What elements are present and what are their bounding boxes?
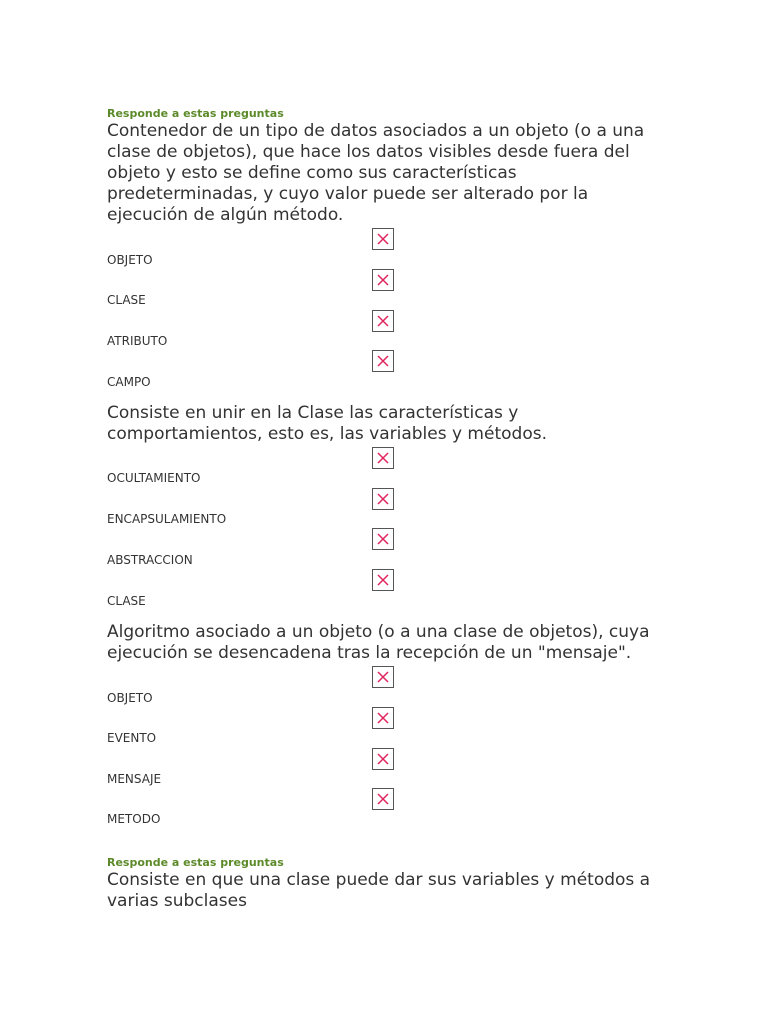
broken-image-x-icon [377,274,389,286]
broken-image-x-icon [377,712,389,724]
broken-image-x-icon [377,493,389,505]
broken-image-x-icon [377,574,389,586]
option-checkbox[interactable] [372,488,394,510]
option-label: CLASE [107,293,146,307]
option-checkbox[interactable] [372,228,394,250]
option-label: MENSAJE [107,772,162,786]
option-checkbox[interactable] [372,707,394,729]
option-label: METODO [107,812,161,826]
option-label: ABSTRACCION [107,553,193,567]
option-checkbox[interactable] [372,748,394,770]
question-text: Consiste en que una clase puede dar sus variables y métodos a varias subclases [107,870,651,911]
option-checkbox[interactable] [372,666,394,688]
broken-image-x-icon [377,671,389,683]
option-label: OCULTAMIENTO [107,471,201,485]
option-checkbox[interactable] [372,310,394,332]
broken-image-x-icon [377,793,389,805]
option-checkbox[interactable] [372,528,394,550]
option-label: CLASE [107,594,146,608]
question-text: Algoritmo asociado a un objeto (o a una clase de objetos), cuya ejecución se desencadena tras la recepción de un "mensaje". [107,622,650,663]
section-header: Responde a estas preguntas [107,856,284,869]
option-checkbox[interactable] [372,269,394,291]
broken-image-x-icon [377,355,389,367]
broken-image-x-icon [377,533,389,545]
option-label: OBJETO [107,253,153,267]
option-checkbox[interactable] [372,447,394,469]
question-text: Contenedor de un tipo de datos asociados a un objeto (o a una clase de objetos), que hace los datos visibles desde fuera del objeto y esto se define como sus características predeterminadas, y cuyo valor puede ser alterado por la ejecución de algún método. [107,121,645,225]
broken-image-x-icon [377,753,389,765]
option-label: CAMPO [107,375,151,389]
section-header: Responde a estas preguntas [107,107,284,120]
broken-image-x-icon [377,233,389,245]
option-label: OBJETO [107,691,153,705]
option-label: ENCAPSULAMIENTO [107,512,227,526]
broken-image-x-icon [377,315,389,327]
option-label: EVENTO [107,731,157,745]
option-checkbox[interactable] [372,350,394,372]
option-checkbox[interactable] [372,569,394,591]
option-checkbox[interactable] [372,788,394,810]
option-label: ATRIBUTO [107,334,168,348]
broken-image-x-icon [377,452,389,464]
question-text: Consiste en unir en la Clase las características y comportamientos, esto es, las variables y métodos. [107,403,547,444]
